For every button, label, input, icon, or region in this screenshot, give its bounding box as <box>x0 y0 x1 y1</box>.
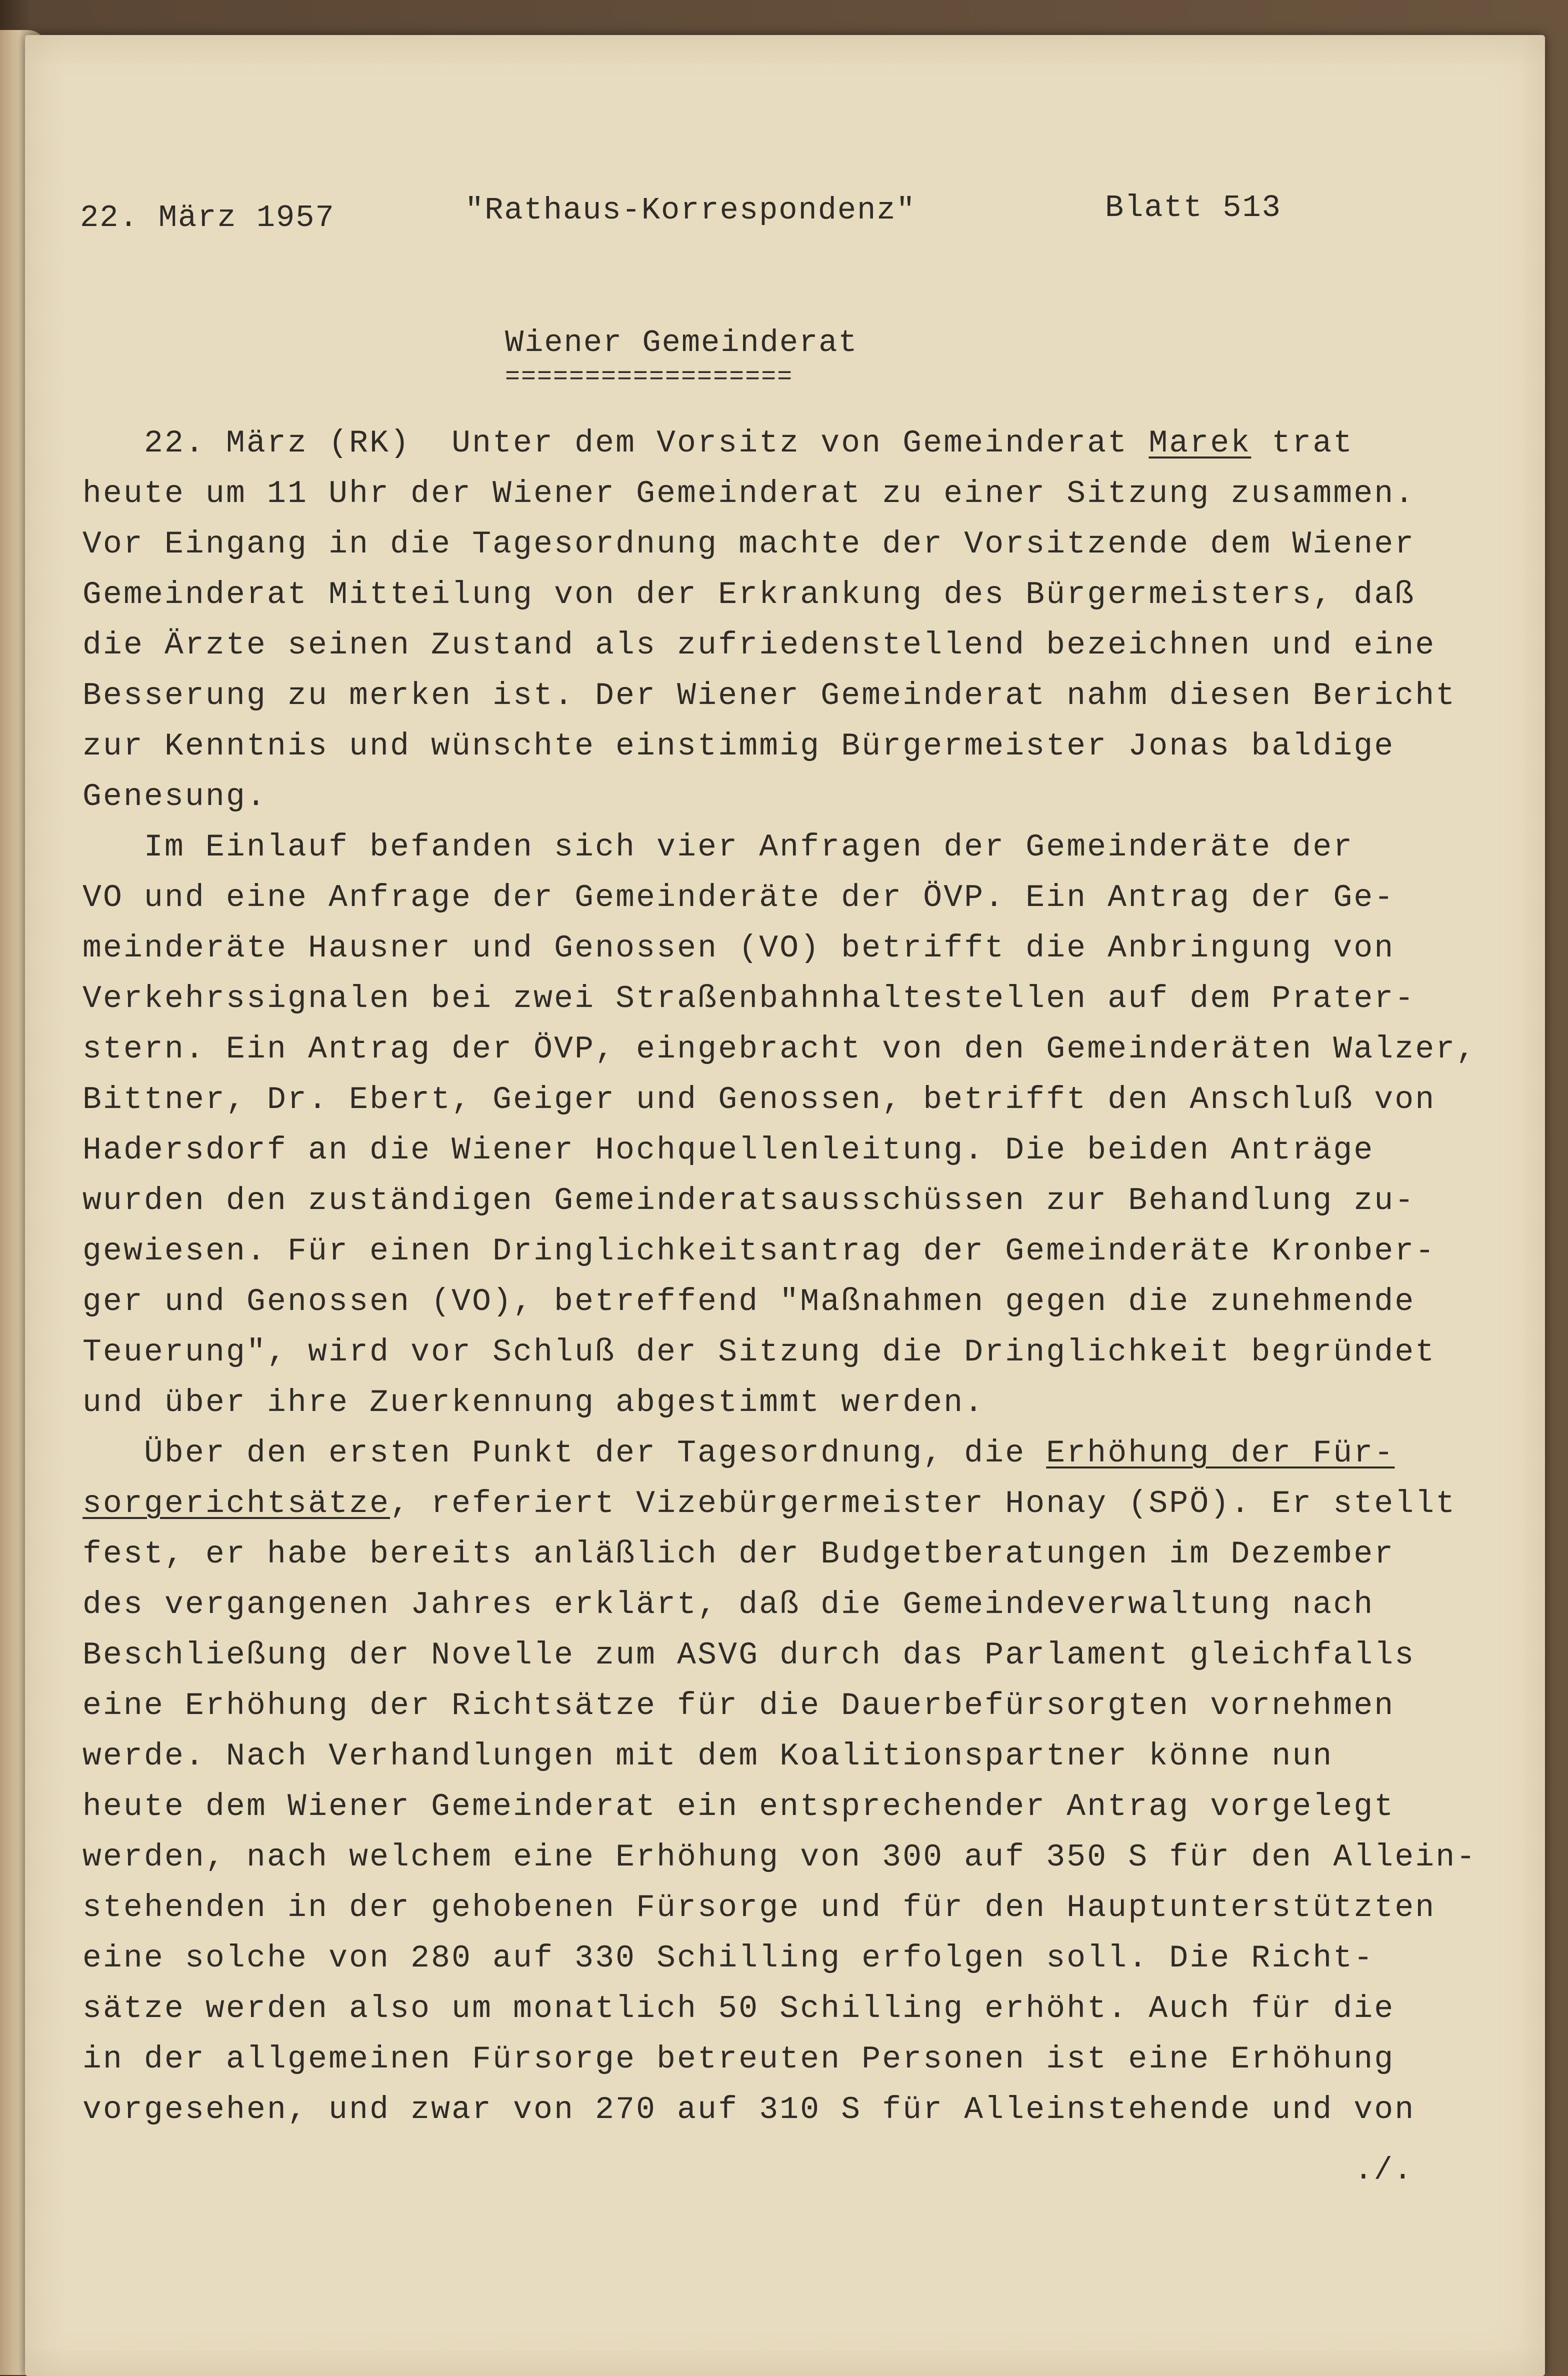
body-line <box>82 1842 1476 1873</box>
line-text: sätze werden also um monatlich 50 Schilling erhöht. Auch für die <box>82 1991 1395 2026</box>
body-line <box>82 1034 1476 1065</box>
line-text: stern. Ein Antrag der ÖVP, eingebracht von den Gemeinderäten Walzer, <box>82 1032 1477 1067</box>
body-line <box>82 1134 1374 1166</box>
line-text: werde. Nach Verhandlungen mit dem Koalitionspartner könne nun <box>82 1738 1334 1774</box>
body-line <box>82 1640 1415 1671</box>
line-text: in der allgemeinen Fürsorge betreuten Personen ist eine Erhöhung <box>82 2042 1395 2077</box>
body-line <box>82 983 1415 1014</box>
line-text: Besserung zu merken ist. Der Wiener Gemeinderat nahm diesen Bericht <box>82 678 1456 714</box>
body-line <box>82 528 1415 560</box>
line-text: stehenden in der gehobenen Fürsorge und für den Hauptunterstützten <box>82 1890 1436 1926</box>
line-text: heute dem Wiener Gemeinderat ein entsprechender Antrag vorgelegt <box>82 1789 1395 1824</box>
line-text: Über den ersten Punkt der Tagesordnung, die <box>82 1436 1046 1471</box>
body-line <box>82 1438 1394 1469</box>
line-text: eine Erhöhung der Richtsätze für die Dauerbefürsorgten vornehmen <box>82 1688 1395 1724</box>
line-text: , referiert Vizebürgermeister Honay (SPÖ). Er stellt <box>390 1486 1456 1522</box>
body-line <box>82 2094 1415 2126</box>
body-line <box>82 1387 984 1418</box>
line-text: Bittner, Dr. Ebert, Geiger und Genossen, betrifft den Anschluß von <box>82 1082 1436 1118</box>
line-text: vorgesehen, und zwar von 270 auf 310 S für Alleinstehende und von <box>82 2092 1416 2128</box>
line-text: gewiesen. Für einen Dringlichkeitsantrag der Gemeinderäte Kronber- <box>82 1234 1436 1269</box>
body-line <box>82 478 1415 510</box>
body-line <box>82 630 1436 661</box>
body-line <box>82 1791 1394 1822</box>
body-line <box>82 680 1456 712</box>
section-title: Wiener Gemeinderat <box>505 325 858 360</box>
line-text: fest, er habe bereits anläßlich der Budgetberatungen im Dezember <box>82 1536 1395 1572</box>
body-line <box>82 1236 1436 1267</box>
body-line <box>82 1690 1394 1722</box>
line-text: Vor Eingang in die Tagesordnung machte der Vorsitzende dem Wiener <box>82 526 1416 562</box>
body-line <box>82 1589 1374 1620</box>
line-text: Hadersdorf an die Wiener Hochquellenleitung. Die beiden Anträge <box>82 1132 1374 1168</box>
body-line <box>82 1488 1456 1520</box>
line-text: Verkehrssignalen bei zwei Straßenbahnhaltestellen auf dem Prater- <box>82 981 1416 1016</box>
body-line <box>82 1993 1394 2024</box>
header-publication: "Rathaus-Korrespondenz" <box>465 192 916 228</box>
line-text: und über ihre Zuerkennung abgestimmt werden. <box>82 1385 985 1420</box>
line-text: Teuerung", wird vor Schluß der Sitzung die Dringlichkeit begründet <box>82 1334 1436 1370</box>
line-text: VO und eine Anfrage der Gemeinderäte der ÖVP. Ein Antrag der Ge- <box>82 880 1395 916</box>
body-line <box>82 428 1354 459</box>
body-line <box>82 1084 1436 1116</box>
line-text: ger und Genossen (VO), betreffend "Maßnahmen gegen die zunehmende <box>82 1284 1416 1320</box>
line-text: 22. März (RK) Unter dem Vorsitz von Gemeinderat <box>82 426 1149 461</box>
line-text: wurden den zuständigen Gemeinderatsausschüssen zur Behandlung zu- <box>82 1183 1416 1218</box>
body-line <box>82 1740 1333 1772</box>
body-line <box>82 932 1394 964</box>
body-line <box>82 1286 1415 1318</box>
body-line <box>82 1892 1436 1924</box>
line-text: die Ärzte seinen Zustand als zufriedenstellend bezeichnen und eine <box>82 628 1436 663</box>
line-text: meinderäte Hausner und Genossen (VO) betrifft die Anbringung von <box>82 930 1395 966</box>
line-text: werden, nach welchem eine Erhöhung von 300 auf 350 S für den Allein- <box>82 1840 1477 1875</box>
body-line <box>82 882 1394 914</box>
line-text: Im Einlauf befanden sich vier Anfragen der Gemeinderäte der <box>82 830 1354 865</box>
section-underline: ================== <box>505 363 794 392</box>
header-date: 22. März 1957 <box>80 200 335 236</box>
body-line <box>82 1538 1394 1570</box>
body-line <box>82 781 267 812</box>
line-text: heute um 11 Uhr der Wiener Gemeinderat zu einer Sitzung zusammen. <box>82 476 1416 512</box>
header-sheet-number: Blatt 513 <box>1105 190 1282 226</box>
body-line <box>82 1185 1415 1216</box>
line-text: des vergangenen Jahres erklärt, daß die Gemeindeverwaltung nach <box>82 1587 1374 1622</box>
line-text: zur Kenntnis und wünschte einstimmig Bürgermeister Jonas baldige <box>82 728 1395 764</box>
line-text: Genesung. <box>82 779 268 814</box>
underlined-text: Erhöhung der Für- <box>1046 1436 1395 1471</box>
body-line <box>82 2044 1394 2075</box>
underlined-text: sorgerichtsätze <box>82 1486 390 1522</box>
body-line <box>82 579 1415 610</box>
body-line <box>82 1336 1436 1368</box>
line-text: Gemeinderat Mitteilung von der Erkrankung des Bürgermeisters, daß <box>82 577 1416 612</box>
line-text: trat <box>1251 426 1354 461</box>
body-line <box>82 832 1354 863</box>
continuation-mark: ./. <box>1354 2152 1413 2188</box>
underlined-text: Marek <box>1148 426 1252 461</box>
line-text: eine solche von 280 auf 330 Schilling erfolgen soll. Die Richt- <box>82 1940 1374 1976</box>
body-line <box>82 1942 1374 1974</box>
line-text: Beschließung der Novelle zum ASVG durch das Parlament gleichfalls <box>82 1638 1416 1673</box>
body-line <box>82 730 1394 762</box>
